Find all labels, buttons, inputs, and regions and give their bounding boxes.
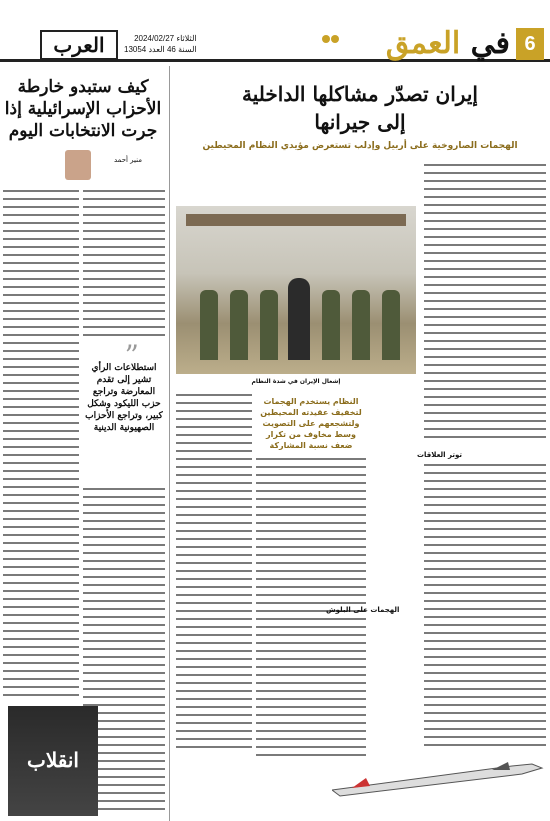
soldier-figure <box>230 290 248 360</box>
missile-image <box>332 760 550 800</box>
soldier-figure <box>352 290 370 360</box>
highlight-box-title: النظام يستخدم الهجمات لتخفيف عقيدته المحيطين ولتشجعهم على التصويت وسط مخاوف من تكرار ضعف نسبة المشاركة <box>260 397 362 450</box>
issue-date <box>124 33 197 55</box>
subheading-2: الهجمات على البلوش <box>326 606 400 614</box>
section-title <box>386 26 510 61</box>
main-text-col-4 <box>424 462 546 752</box>
main-text-col-2 <box>176 392 252 752</box>
quote-mark-icon: ” <box>124 339 139 372</box>
headline-line-1: إيران تصدّر مشاكلها الداخلية <box>242 82 478 106</box>
soldier-figure <box>200 290 218 360</box>
page-header <box>0 0 550 62</box>
coup-image: انقلاب <box>8 706 98 816</box>
cleric-figure <box>288 278 310 360</box>
main-subhead: الهجمات الصاروخية على أربيل وإدلب تستعرض مؤيدي النظام المحيطين <box>202 141 518 151</box>
side-article <box>0 66 170 821</box>
pull-quote: استطلاعات الرأي تشير إلى تقدم المعارضة وتراجع حزب الليكود وشكل كبير، وتراجع الأحزاب الصهيونية الدينية <box>85 363 163 433</box>
soldier-figure <box>260 290 278 360</box>
side-article-title: كيف ستبدو خارطة الأحزاب الإسرائيلية إذا جرت الانتخابات اليوم <box>4 77 162 141</box>
author-name: منير أحمد <box>113 156 143 164</box>
quote-icon <box>322 34 340 48</box>
page-number: 6 <box>516 28 544 60</box>
main-text-col-1 <box>424 162 546 442</box>
date-line: الثلاثاء 2024/02/27 <box>134 34 197 43</box>
main-article <box>176 66 550 821</box>
side-text-col-1 <box>3 188 79 698</box>
section-word-2: العمق <box>385 26 461 61</box>
newspaper-logo: العرب <box>40 30 118 60</box>
main-photo <box>176 206 416 374</box>
subheading-1: توتر العلاقات <box>417 451 462 459</box>
photo-banner <box>186 214 406 226</box>
main-headline <box>180 80 540 136</box>
issue-line: السنة 46 العدد 13054 <box>124 45 197 54</box>
soldier-figure <box>382 290 400 360</box>
author-avatar <box>65 150 91 180</box>
side-text-col-2 <box>83 188 165 338</box>
photo-caption: إشغال الإيران في شدة النظام <box>251 378 341 385</box>
headline-line-2: إلى جيرانها <box>314 110 406 134</box>
section-word-1: في <box>470 26 510 61</box>
soldier-figure <box>322 290 340 360</box>
